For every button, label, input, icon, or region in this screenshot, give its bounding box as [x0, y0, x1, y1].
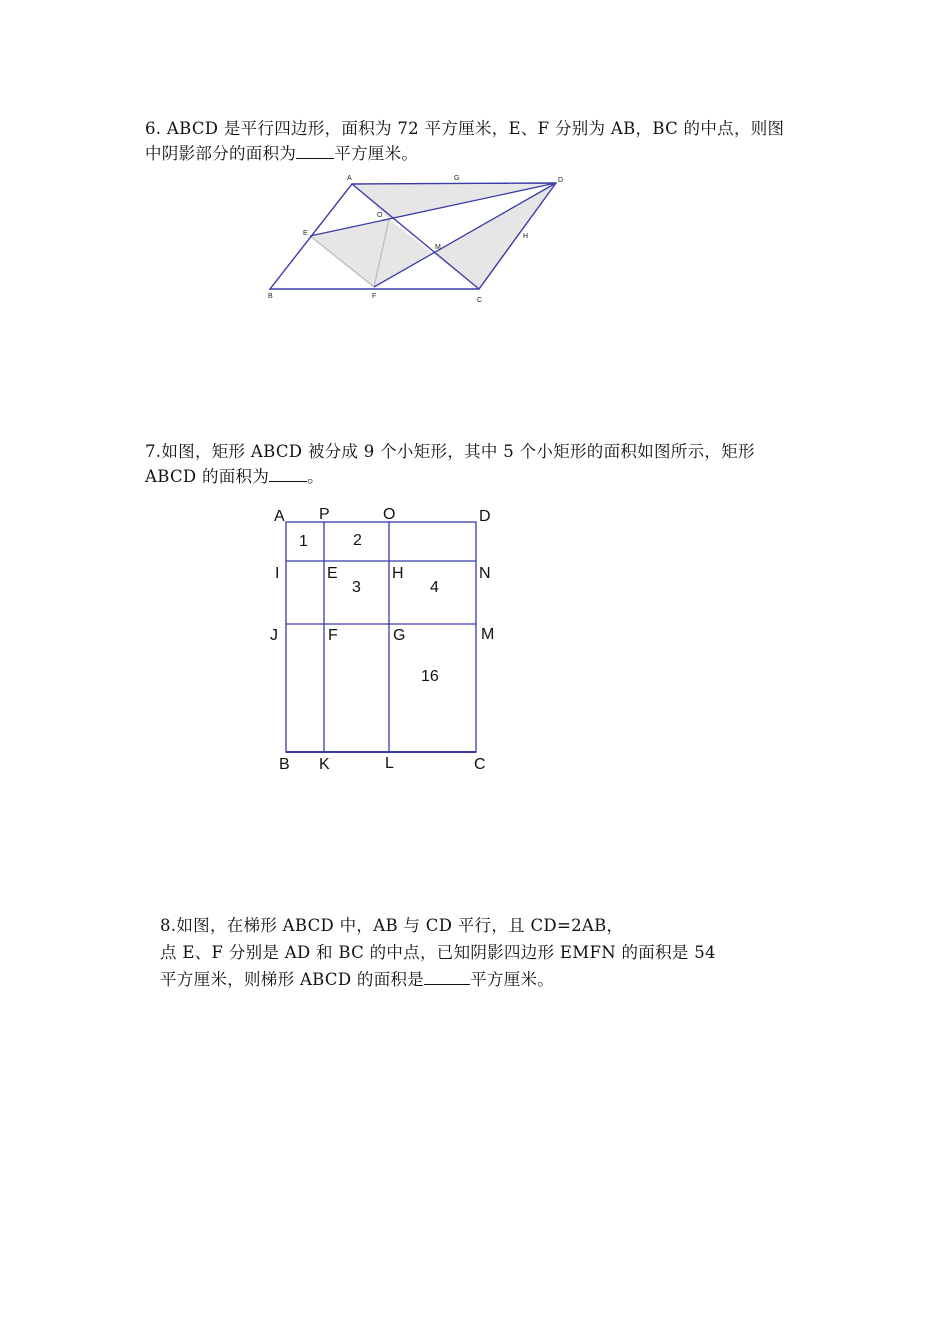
label-m: M [481, 626, 495, 643]
problem-6-line-1: 6. ABCD 是平行四边形，面积为 72 平方厘米，E、F 分别为 AB，BC 的中点，则图 [145, 119, 785, 138]
label-j: J [270, 627, 278, 644]
label-f: F [372, 293, 377, 300]
problem-7-line-2: ABCD 的面积为 。 [145, 467, 324, 486]
area-value-1: 1 [299, 533, 308, 550]
label-f: F [328, 627, 338, 644]
problem-8-line-3: 平方厘米，则梯形 ABCD 的面积是 平方厘米。 [160, 970, 555, 989]
label-l: L [385, 755, 394, 772]
area-value-16: 16 [421, 668, 439, 685]
label-m: M [435, 244, 441, 251]
problem-8-line-1: 8.如图，在梯形 ABCD 中，AB 与 CD 平行，且 CD=2AB， [160, 916, 624, 935]
problem-7-line-1: 7.如图，矩形 ABCD 被分成 9 个小矩形，其中 5 个小矩形的面积如图所示，矩形 [145, 442, 755, 461]
answer-blank [424, 968, 470, 985]
label-i: I [275, 565, 280, 582]
label-h: H [392, 565, 404, 582]
label-c: C [477, 297, 483, 304]
label-d: D [479, 508, 491, 525]
label-a: A [274, 508, 285, 525]
label-b: B [279, 756, 290, 773]
area-value-4: 4 [430, 579, 439, 596]
rectangle-abcd [286, 522, 476, 752]
label-c: C [474, 756, 486, 773]
label-e: E [327, 565, 338, 582]
label-b: B [268, 293, 273, 300]
label-h: H [523, 233, 529, 240]
label-n: N [479, 565, 491, 582]
label-k: K [319, 756, 330, 773]
problem-6-line-2: 中阴影部分的面积为 平方厘米。 [145, 144, 419, 163]
problem-8-line-2: 点 E、F 分别是 AD 和 BC 的中点，已知阴影四边形 EMFN 的面积是 54 [160, 943, 716, 962]
label-a: A [347, 175, 352, 182]
label-e: E [303, 230, 308, 237]
area-value-2: 2 [353, 532, 362, 549]
label-g: G [454, 175, 460, 182]
label-g: G [393, 627, 406, 644]
label-o: O [377, 212, 383, 219]
problem-8-text [160, 912, 716, 993]
area-value-3: 3 [352, 579, 361, 596]
label-p: P [319, 506, 330, 523]
label-d: D [558, 177, 564, 184]
label-o: O [383, 506, 396, 523]
